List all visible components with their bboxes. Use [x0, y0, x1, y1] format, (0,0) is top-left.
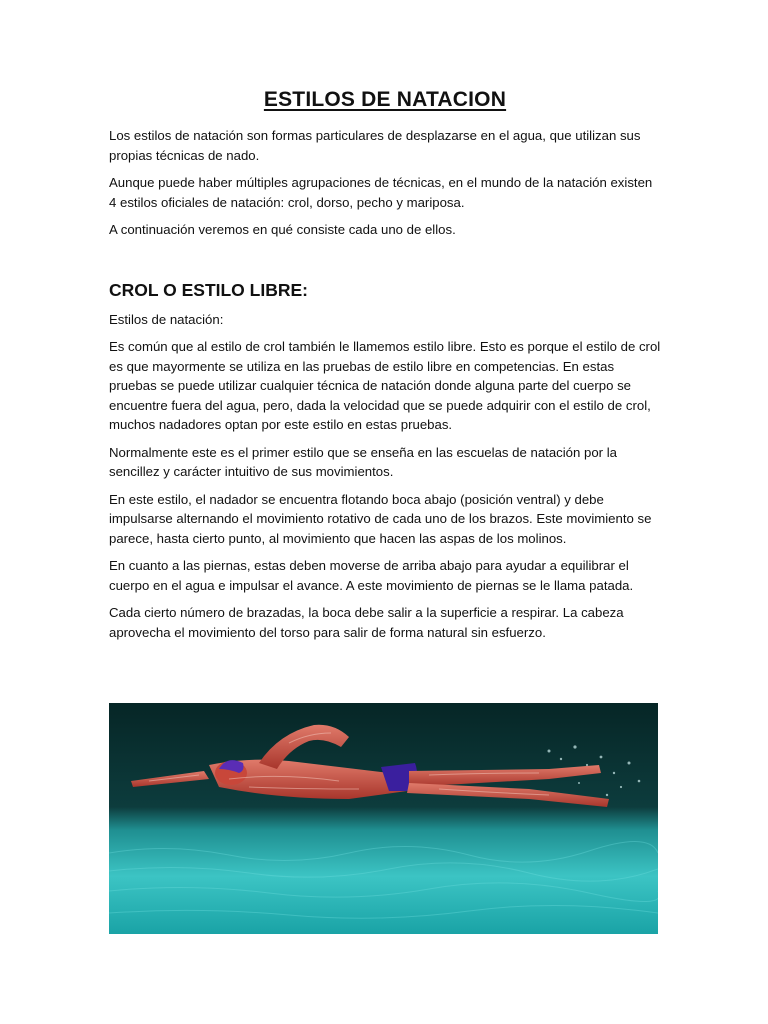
water-background	[109, 703, 658, 934]
section-paragraph-5: Cada cierto número de brazadas, la boca debe salir a la superficie a respirar. La cabeza aprovecha el movimiento del torso para salir de forma natural sin esfuerzo.	[109, 605, 624, 640]
swimmer-figure	[109, 703, 658, 934]
section-paragraph-4: En cuanto a las piernas, estas deben moverse de arriba abajo para ayudar a equilibrar el cuerpo en el agua e impulsar el avance. A este movimiento de piernas se le llama patada.	[109, 558, 634, 593]
section-paragraph-1: Es común que al estilo de crol también le llamemos estilo libre. Esto es porque el estilo de crol es que mayormente se utiliza en las pruebas de estilo libre en competencias. En estas pruebas se puede utilizar cualquier técnica de natación donde alguna parte del cuerpo se encuentre fuera del agua, pero, dada la velocidad que se puede adquirir con el estilo de crol, muchos nadadores optan por este estilo en estas pruebas.	[109, 339, 661, 432]
intro-paragraph-1: Los estilos de natación son formas particulares de desplazarse en el agua, que utilizan sus propias técnicas de nado.	[109, 128, 641, 163]
intro-paragraph-3: A continuación veremos en qué consiste cada uno de ellos.	[109, 222, 456, 237]
section-paragraph-3: En este estilo, el nadador se encuentra flotando boca abajo (posición ventral) y debe impulsarse alternando el movimiento rotativo de cada uno de los brazos. Este movimiento se parece, hasta cierto punto, al movimiento que hacen las aspas de los molinos.	[109, 491, 652, 546]
section-spacer	[109, 248, 661, 278]
document-page	[109, 88, 661, 650]
document-title: ESTILOS DE NATACION	[263, 88, 507, 111]
section-subtitle: Estilos de natación:	[109, 311, 224, 327]
section-paragraph-2: Normalmente este es el primer estilo que se enseña en las escuelas de natación por la sencillez y carácter intuitivo de sus movimientos.	[109, 444, 618, 479]
intro-paragraph-2: Aunque puede haber múltiples agrupaciones de técnicas, en el mundo de la natación existen 4 estilos oficiales de natación: crol, dorso, pecho y mariposa.	[109, 175, 653, 210]
section-heading-crol: CROL O ESTILO LIBRE:	[109, 279, 308, 300]
swimmer-crawl-illustration-icon	[109, 703, 658, 934]
